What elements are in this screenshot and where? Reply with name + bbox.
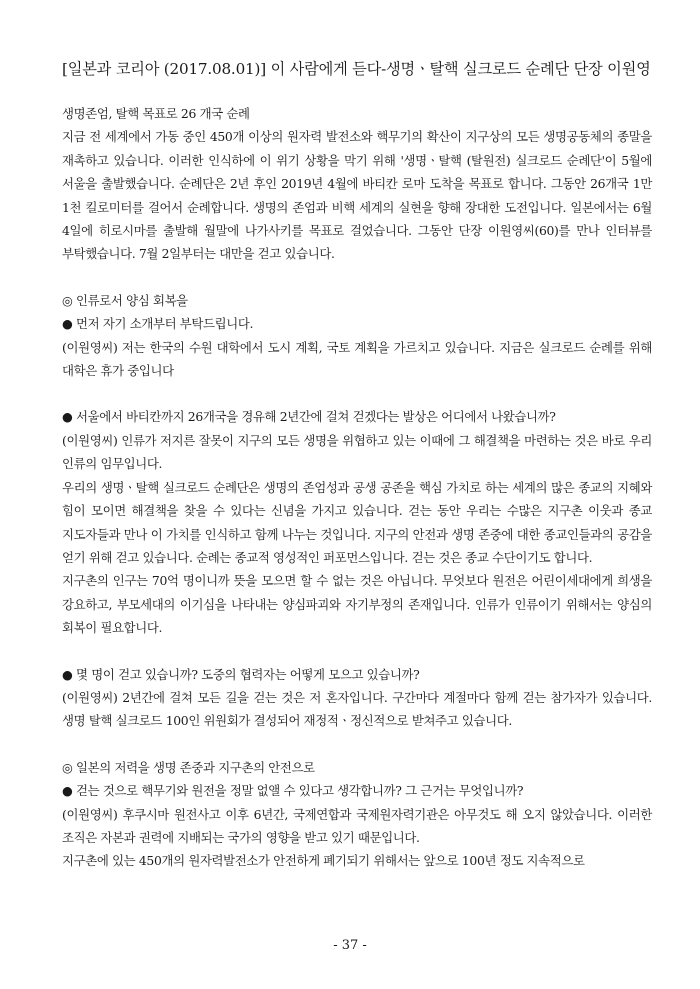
section-conscience bbox=[62, 289, 652, 733]
answer-paragraph: 지구촌에 있는 450개의 원자력발전소가 안전하게 폐기되기 위해서는 앞으로 100년 정도 지속적으로 bbox=[62, 853, 585, 869]
question: ● 몇 명이 걷고 있습니까? 도중의 협력자는 어떻게 모으고 있습니까? bbox=[62, 666, 420, 682]
answer: (이원영씨) 인류가 저지른 잘못이 지구의 모든 생명을 위협하고 있는 이때에 그 해결책을 마련하는 것은 바로 우리 인류의 임무입니다. bbox=[62, 432, 652, 472]
question: ● 걷는 것으로 핵무기와 원전을 정말 없앨 수 있다고 생각합니까? 그 근거는 무엇입니까? bbox=[62, 783, 524, 799]
intro-subtitle: 생명존엄, 탈핵 목표로 26 개국 순례 bbox=[62, 106, 250, 121]
page-number: - 37 - bbox=[333, 938, 367, 953]
section-japan bbox=[62, 756, 652, 873]
answer-paragraph: 지구촌의 인구는 70억 명이니까 뜻을 모으면 할 수 없는 것은 아닙니다. 무엇보다 원전은 어린이세대에게 희생을 강요하고, 부모세대의 이기심을 나타내는 양심파괴와 자기부정의 존재입니다. 인류가 인류이기 위해서는 양심의 회복이 필요합니다. bbox=[62, 573, 652, 636]
article-title: [일본과 코리아 (2017.08.01)] 이 사람에게 듣다-생명ㆍ탈핵 실크로드 순례단 단장 이원영 bbox=[62, 60, 651, 78]
section-heading: ◎ 일본의 저력을 생명 존중과 지구촌의 안전으로 bbox=[62, 759, 315, 775]
intro-block bbox=[62, 102, 652, 266]
question: ● 서울에서 바티칸까지 26개국을 경유해 2년간에 걸쳐 걷겠다는 발상은 어디에서 나왔습니까? bbox=[62, 409, 556, 425]
answer: (이원영씨) 후쿠시마 원전사고 이후 6년간, 국제연합과 국제원자력기관은 아무것도 해 오지 않았습니다. 이러한 조직은 자본과 권력에 지배되는 국가의 영향을 받고 있기 때문입니다. bbox=[62, 806, 652, 845]
section-heading: ◎ 인류로서 양심 회복을 bbox=[62, 292, 188, 308]
document-page bbox=[62, 58, 652, 873]
question: ● 먼저 자기 소개부터 부탁드립니다. bbox=[62, 316, 254, 332]
answer-paragraph: 우리의 생명ㆍ탈핵 실크로드 순례단은 생명의 존엄성과 공생 공존을 핵심 가치로 하는 세계의 많은 종교의 지혜와 힘이 모이면 해결책을 찾을 수 있다는 신념을 가지고 있습니다. 걷는 동안 우리는 수많은 지구촌 이웃과 종교 지도자들과 만나 이 가치를 인식하고 함께 나누는 것입니다. 지구의 안전과 생명 존중에 대한 종교인들과의 공감을 얻기 위해 걷고 있습니다. 순례는 종교적 영성적인 퍼포먼스입니다. 걷는 것은 종교 수단이기도 합니다. bbox=[62, 479, 652, 565]
intro-body: 지금 전 세계에서 가동 중인 450개 이상의 원자력 발전소와 핵무기의 확산이 지구상의 모든 생명공동체의 종말을 재촉하고 있습니다. 이러한 인식하에 이 위기 상황을 막기 위해 '생명ㆍ탈핵 (탈원전) 실크로드 순례단'이 5월에 서울을 출발했습니다. 순례단은 2년 후인 2019년 4월에 바티칸 로마 도착을 목표로 합니다. 그동안 26개국 1만 1천 킬로미터를 걸어서 순례합니다. 생명의 존엄과 비핵 세계의 실현을 향해 장대한 도전입니다. 일본에서는 6월 4일에 히로시마를 출발해 월말에 나가사키를 목표로 걸었습니다. 그동안 단장 이원영씨(60)를 만나 인터뷰를 부탁했습니다. 7월 2일부터는 대만을 걷고 있습니다. bbox=[62, 129, 652, 262]
answer: (이원영씨) 2년간에 걸쳐 모든 길을 걷는 것은 저 혼자입니다. 구간마다 계절마다 함께 걷는 참가자가 있습니다. 생명 탈핵 실크로드 100인 위원회가 결성되어 재정적ㆍ정신적으로 받쳐주고 있습니다. bbox=[62, 689, 652, 729]
answer: (이원영씨) 저는 한국의 수원 대학에서 도시 계획, 국토 계획을 가르치고 있습니다. 지금은 실크로드 순례를 위해 대학은 휴가 중입니다 bbox=[62, 339, 652, 379]
